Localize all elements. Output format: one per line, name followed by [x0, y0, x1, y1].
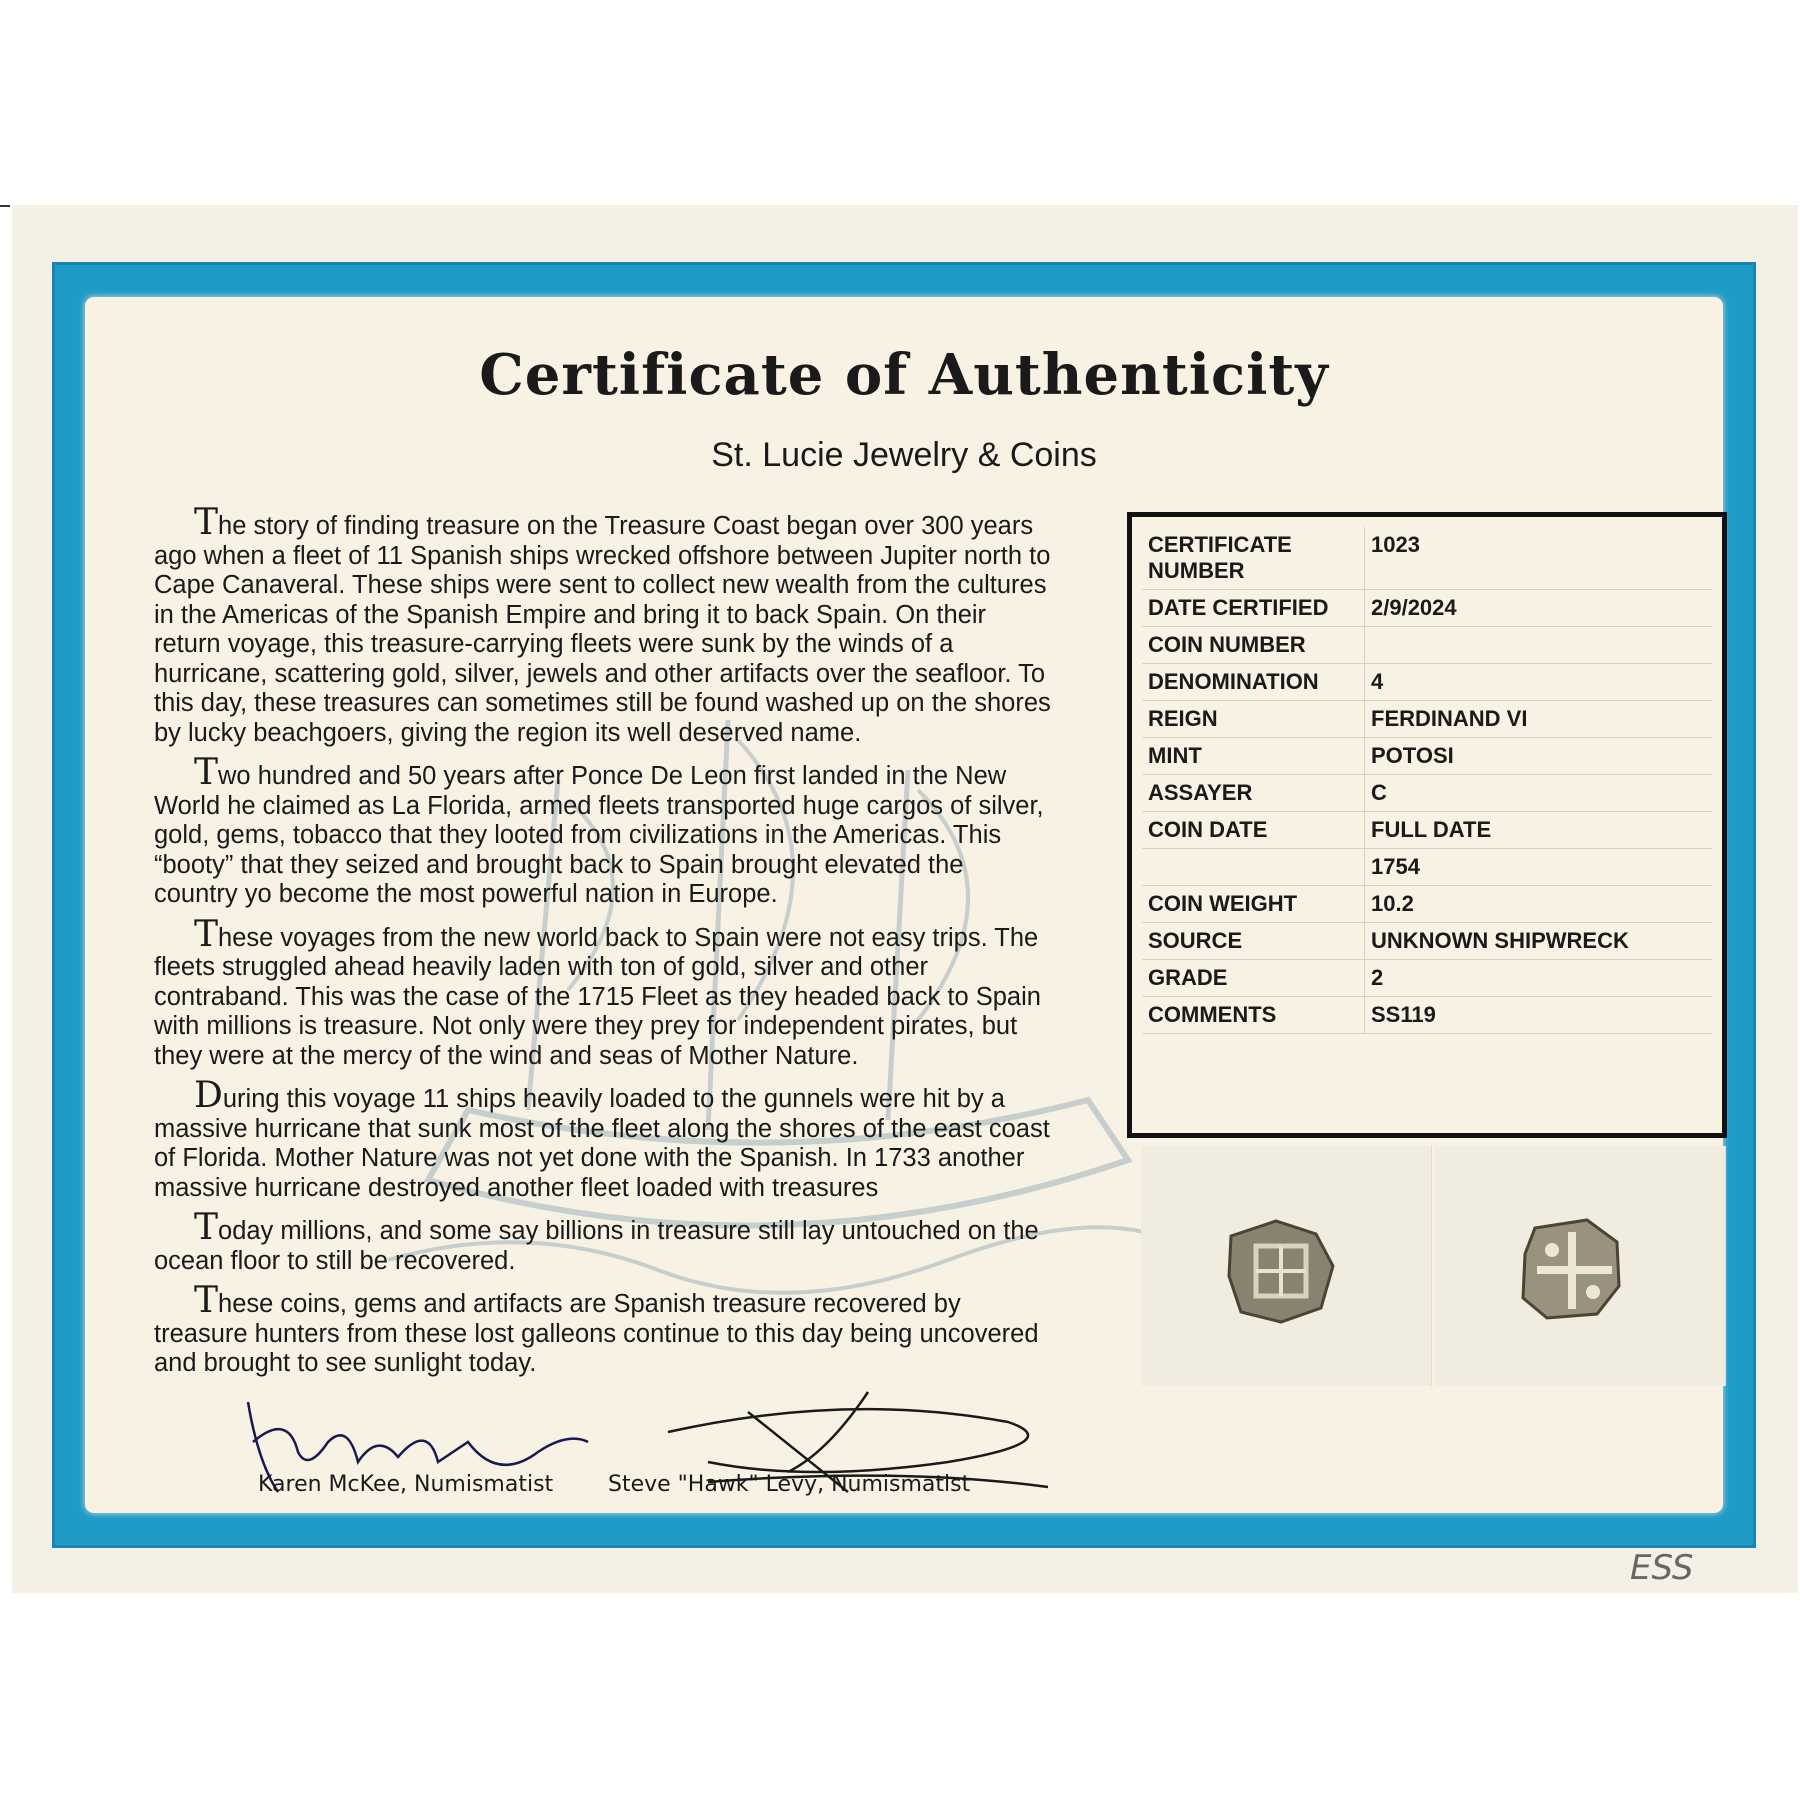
row-label: MINT	[1142, 738, 1365, 774]
row-label: GRADE	[1142, 960, 1365, 996]
table-row	[1142, 738, 1712, 775]
table-row	[1142, 527, 1712, 590]
row-label: REIGN	[1142, 701, 1365, 737]
coin-obverse-image	[1221, 1216, 1341, 1326]
certificate-subtitle: St. Lucie Jewelry & Coins	[711, 436, 1097, 474]
row-value: 2/9/2024	[1371, 595, 1457, 620]
row-value: FULL DATE	[1371, 817, 1492, 842]
certificate-parchment	[88, 300, 1720, 1510]
certificate-details-table	[1127, 512, 1727, 1138]
table-row	[1142, 664, 1712, 701]
body-paragraph: These voyages from the new world back to Spain were not easy trips. The fleets struggled ahead heavily laden with ton of gold, silver and other contraband. This was the case of the 1715 Fleet as they headed back to Spain with millions is treasure. Not only were they prey for independent pirates, but they were at the mercy of the wind and seas of Mother Nature.	[154, 913, 1041, 1070]
table-row	[1142, 812, 1712, 849]
body-paragraph: The story of finding treasure on the Treasure Coast began over 300 years ago when a fleet of 11 Spanish ships wrecked offshore between Jupiter north to Cape Canaveral. These ships were sent to collect new wealth from the cultures in the Americas of the Spanish Empire and bring it to back Spain. On their return voyage, this treasure-carrying fleets were sunk by the winds of a hurricane, scattering gold, silver, jewels and other artifacts over the seafloor. To this day, these treasures can sometimes still be found washed up on the shores by lucky beachgoers, giving the region its well deserved name.	[154, 502, 1051, 747]
row-value: POTOSI	[1371, 743, 1454, 768]
table-row	[1142, 923, 1712, 960]
table-row	[1142, 886, 1712, 923]
row-label	[1142, 849, 1365, 885]
table-row	[1142, 590, 1712, 627]
table-row	[1142, 701, 1712, 738]
row-value: SS119	[1371, 1002, 1436, 1027]
row-label: DENOMINATION	[1142, 664, 1365, 700]
row-value: 1023	[1371, 532, 1420, 557]
table-row	[1142, 997, 1712, 1034]
row-value: 1754	[1371, 854, 1420, 879]
row-value	[1365, 627, 1712, 663]
certificate-title: Certificate of Authenticity	[479, 342, 1329, 408]
body-paragraph: Two hundred and 50 years after Ponce De Leon first landed in the New World he claimed as La Florida, armed fleets transported huge cargos of silver, gold, gems, tobacco that they looted from civilizations in the Americas. This “booty” that they seized and brought back to Spain brought elevated the country yo become the most powerful nation in Europe.	[154, 752, 1044, 908]
coin-reverse-image	[1517, 1214, 1627, 1324]
row-label: COIN WEIGHT	[1142, 886, 1365, 922]
row-label: COMMENTS	[1142, 997, 1365, 1033]
row-label: COIN NUMBER	[1142, 627, 1365, 663]
signature-name-karen: Karen McKee, Numismatist	[258, 1472, 554, 1497]
row-label: ASSAYER	[1142, 775, 1365, 811]
table-row	[1142, 960, 1712, 997]
row-value: UNKNOWN SHIPWRECK	[1371, 928, 1629, 953]
certificate-body	[154, 502, 1054, 1389]
coin-photos	[1141, 1146, 1725, 1386]
row-label: CERTIFICATE NUMBER	[1142, 527, 1365, 589]
table-row	[1142, 627, 1712, 664]
row-value: C	[1371, 780, 1387, 805]
row-value: FERDINAND VI	[1371, 706, 1528, 731]
scan-edge-mark	[0, 205, 10, 207]
row-label: COIN DATE	[1142, 812, 1365, 848]
row-label: DATE CERTIFIED	[1142, 590, 1365, 626]
certificate-frame	[52, 262, 1756, 1548]
body-paragraph: Today millions, and some say billions in treasure still lay untouched on the ocean floor to still be recovered.	[154, 1207, 1039, 1275]
row-value: 2	[1371, 965, 1384, 990]
row-label: SOURCE	[1142, 923, 1365, 959]
table-row	[1142, 775, 1712, 812]
signature-area	[168, 1372, 1068, 1512]
coin-obverse-panel	[1141, 1146, 1432, 1386]
handwritten-note: ESS	[1630, 1548, 1694, 1588]
row-value: 10.2	[1371, 891, 1414, 916]
coin-reverse-panel	[1435, 1146, 1726, 1386]
body-paragraph: These coins, gems and artifacts are Spanish treasure recovered by treasure hunters from these lost galleons continue to this day being uncovered and brought to see sunlight today.	[154, 1280, 1039, 1377]
signature-name-steve: Steve "Hawk" Levy, Numismatist	[608, 1472, 971, 1497]
row-value: 4	[1371, 669, 1384, 694]
body-paragraph: During this voyage 11 ships heavily loaded to the gunnels were hit by a massive hurricane that sunk most of the fleet along the shores of the east coast of Florida. Mother Nature was not yet done with the Spanish. In 1733 another massive hurricane destroyed another fleet loaded with treasures	[154, 1075, 1050, 1202]
table-row	[1142, 849, 1712, 886]
